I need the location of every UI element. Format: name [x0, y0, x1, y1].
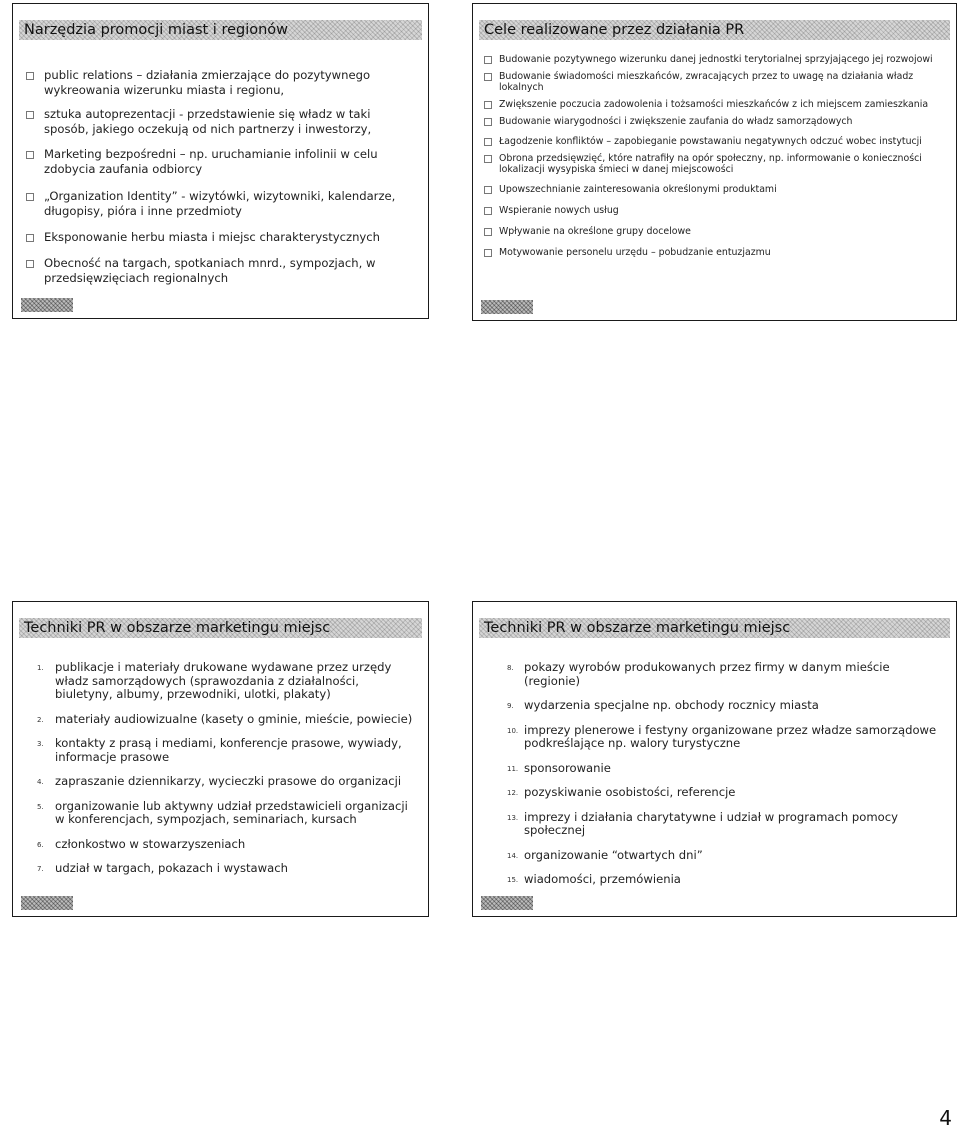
list-item: Upowszechnianie zainteresowania określonymi produktami [473, 184, 956, 195]
item-text: imprezy plenerowe i festyny organizowane przez władze samorządowe podkreślające np. walory turystyczne [524, 722, 937, 750]
bullet-list [473, 54, 956, 258]
list-item: Budowanie wiarygodności i zwiększenie zaufania do władz samorządowych [473, 116, 956, 127]
slide-techniki-pr-1 [12, 601, 429, 917]
list-item [473, 849, 956, 863]
item-number: 15. [507, 876, 519, 884]
list-item [473, 811, 956, 838]
slide-title: Cele realizowane przez działania PR [479, 20, 950, 40]
list-item [473, 762, 956, 776]
list-item: Obrona przedsięwzięć, które natrafiły na opór społeczny, np. informowanie o konieczności lokalizacji wysypiska śmieci w danej miejscowości [473, 153, 956, 175]
item-text: organizowanie “otwartych dni” [524, 847, 703, 862]
slide-narzedzia-promocji [12, 3, 429, 319]
item-text: imprezy i działania charytatywne i udział w programach pomocy społecznej [524, 809, 898, 837]
list-item: sztuka autoprezentacji - przedstawienie się władz w taki sposób, jakiego oczekują od nich partnerzy i inwestorzy, [13, 107, 428, 137]
item-text: kontakty z prasą i mediami, konferencje prasowe, wywiady, informacje prasowe [55, 736, 402, 764]
logo [21, 298, 73, 312]
slide-title: Techniki PR w obszarze marketingu miejsc [479, 618, 950, 638]
list-item [13, 775, 428, 789]
logo [481, 896, 533, 910]
item-number: 8. [507, 664, 514, 672]
item-number: 5. [37, 802, 44, 811]
list-item: Motywowanie personelu urzędu – pobudzanie entuzjazmu [473, 247, 956, 258]
item-text: udział w targach, pokazach i wystawach [55, 861, 288, 875]
slide-title: Techniki PR w obszarze marketingu miejsc [19, 618, 422, 638]
item-text: wydarzenia specjalne np. obchody rocznicy miasta [524, 698, 819, 712]
list-item: Eksponowanie herbu miasta i miejsc charakterystycznych [13, 230, 428, 245]
list-item: Wpływanie na określone grupy docelowe [473, 226, 956, 237]
list-item [473, 661, 956, 688]
item-number: 4. [37, 778, 44, 786]
logo [21, 896, 73, 910]
list-item: Budowanie świadomości mieszkańców, zwracających przez to uwagę na działania władz lokalnych [473, 71, 956, 93]
list-item: Zwiększenie poczucia zadowolenia i tożsamości mieszkańców z ich miejscem zamieszkania [473, 99, 956, 110]
list-item: Budowanie pozytywnego wizerunku danej jednostki terytorialnej sprzyjającego jej rozwojowi [473, 54, 956, 65]
item-text: pozyskiwanie osobistości, referencje [524, 785, 736, 799]
list-item: public relations – działania zmierzające do pozytywnego wykreowania wizerunku miasta i regionu, [13, 68, 428, 98]
list-item: Marketing bezpośredni – np. uruchamianie infolinii w celu zdobycia zaufania odbiorcy [13, 147, 428, 177]
item-text: zapraszanie dziennikarzy, wycieczki prasowe do organizacji [55, 774, 402, 788]
item-number: 3. [37, 740, 44, 748]
list-item [13, 800, 428, 827]
list-item [13, 862, 428, 876]
list-item [13, 838, 428, 852]
item-text: sponsorowanie [524, 760, 611, 775]
slide-cele-pr [472, 3, 957, 321]
item-number: 13. [507, 813, 519, 822]
bullet-list [13, 68, 428, 286]
list-item: Wspieranie nowych usług [473, 205, 956, 216]
list-item [13, 737, 428, 764]
item-text: członkostwo w stowarzyszeniach [55, 836, 246, 851]
list-item [473, 873, 956, 887]
list-item [13, 661, 428, 702]
list-item: Obecność na targach, spotkaniach mnrd., sympozjach, w przedsięwzięciach regionalnych [13, 256, 428, 286]
numbered-list [473, 661, 956, 887]
logo [481, 300, 533, 314]
item-number: 9. [507, 702, 514, 710]
list-item [473, 786, 956, 800]
list-item [13, 713, 428, 727]
item-number: 1. [37, 664, 44, 672]
item-number: 12. [507, 789, 519, 797]
page-number: 4 [939, 1106, 952, 1130]
item-text: pokazy wyrobów produkowanych przez firmy w danym mieście (regionie) [524, 660, 890, 688]
list-item: Łagodzenie konfliktów – zapobieganie powstawaniu negatywnych odczuć wobec instytucji [473, 136, 956, 147]
numbered-list [13, 661, 428, 876]
list-item: „Organization Identity” - wizytówki, wizytowniki, kalendarze, długopisy, pióra i inne przedmioty [13, 189, 428, 219]
item-text: publikacje i materiały drukowane wydawane przez urzędy władz samorządowych (sprawozdania z działalności, biuletyny, albumy, przewodniki, ulotki, plakaty) [55, 660, 392, 701]
item-number: 7. [37, 865, 44, 873]
item-text: materiały audiowizualne (kasety o gminie, mieście, powiecie) [55, 711, 413, 726]
item-number: 10. [507, 726, 519, 735]
slide-title: Narzędzia promocji miast i regionów [19, 20, 422, 40]
item-number: 6. [37, 840, 44, 849]
slide-techniki-pr-2 [472, 601, 957, 917]
item-text: organizowanie lub aktywny udział przedstawicieli organizacji w konferencjach, sympozjach, seminariach, kursach [55, 798, 408, 826]
item-text: wiadomości, przemówienia [524, 872, 681, 886]
item-number: 14. [507, 851, 519, 860]
list-item [473, 724, 956, 751]
list-item [473, 699, 956, 713]
item-number: 11. [507, 764, 519, 773]
item-number: 2. [37, 715, 44, 724]
